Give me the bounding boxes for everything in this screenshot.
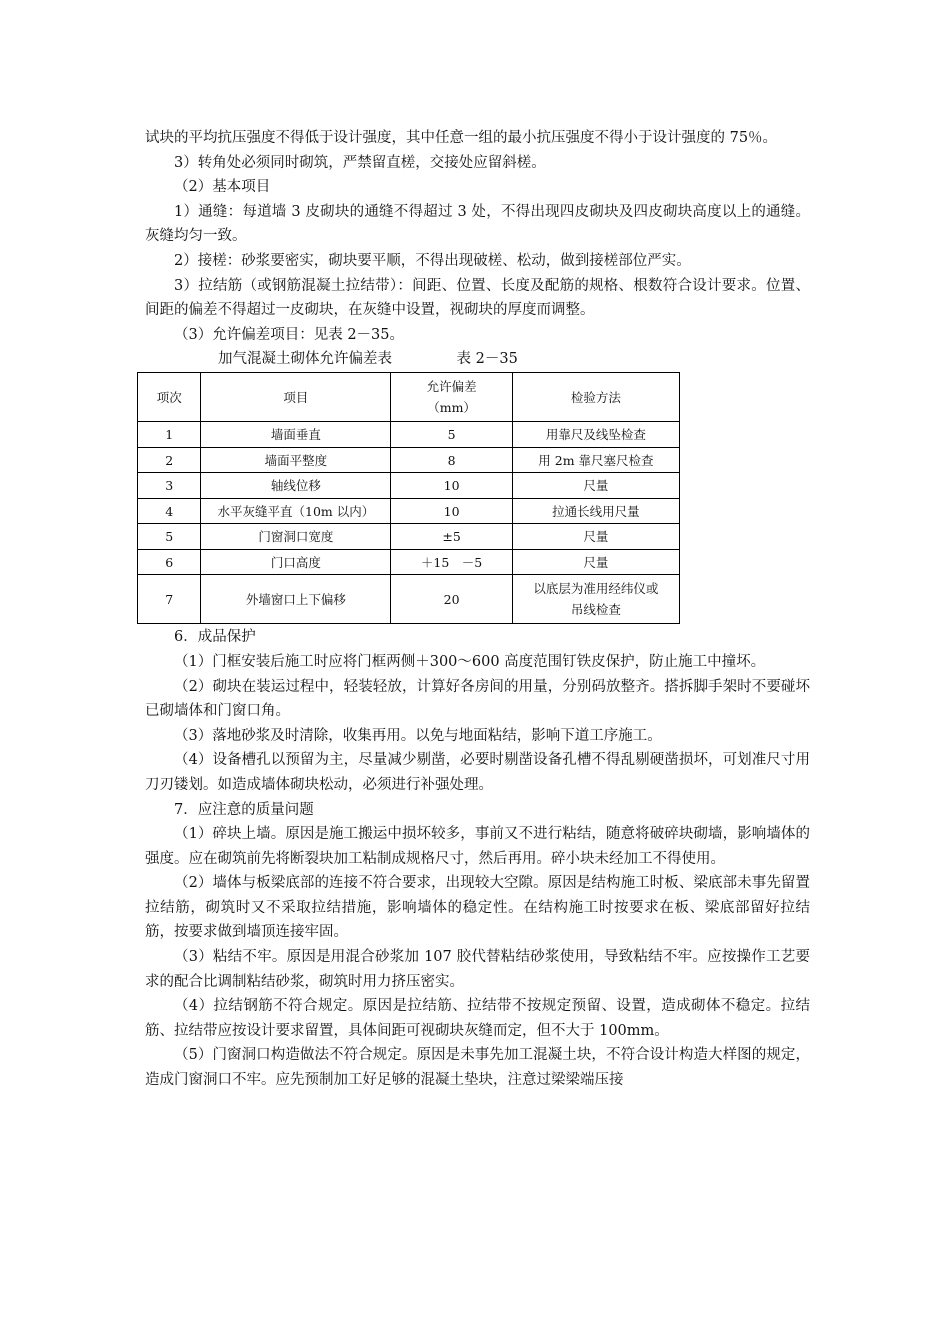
- header-cell: 项次: [138, 373, 201, 422]
- paragraph: 2）接槎：砂浆要密实，砌块要平顺，不得出现破槎、松动，做到接槎部位严实。: [174, 252, 691, 269]
- table-cell: 1: [138, 422, 201, 448]
- table-cell: 墙面平整度: [201, 447, 391, 473]
- section-heading: 7．应注意的质量问题: [174, 801, 314, 818]
- table-cell: ±5: [391, 524, 513, 550]
- table-cell: 尺量: [512, 524, 679, 550]
- table-row: [138, 498, 680, 524]
- table-row: [138, 473, 680, 499]
- table-cell: 8: [391, 447, 513, 473]
- table-cell: 用 2m 靠尺塞尺检查: [512, 447, 679, 473]
- table-caption-title: 加气混凝土砌体允许偏差表: [218, 351, 392, 368]
- paragraph: （3）落地砂浆及时清除，收集再用。以免与地面粘结，影响下道工序施工。: [174, 727, 662, 744]
- paragraph: （5）门窗洞口构造做法不符合规定。原因是未事先加工混凝土块，不符合设计构造大样图的规定，造成门窗洞口不牢。应先预制加工好足够的混凝土垫块，注意过梁梁端压接: [145, 1047, 810, 1089]
- table-cell: 5: [138, 524, 201, 550]
- paragraph: （4）设备槽孔以预留为主，尽量减少剔凿，必要时剔凿设备孔槽不得乱剔硬凿损坏，可划准尺寸用刀刃镂划。如造成墙体砌块松动，必须进行补强处理。: [145, 752, 810, 793]
- table-row: [138, 524, 680, 550]
- header-cell-line: 允许偏差: [426, 379, 477, 395]
- paragraph: （2）墙体与板梁底部的连接不符合要求，出现较大空隙。原因是结构施工时板、梁底部未事先留置拉结筋，砌筑时又不采取拉结措施，影响墙体的稳定性。在结构施工时按要求在板、梁底部留好拉结筋，按要求做到墙顶连接牢固。: [145, 875, 810, 941]
- table-cell: 7: [138, 575, 201, 624]
- table-cell: 外墙窗口上下偏移: [201, 575, 391, 624]
- paragraph: （4）拉结钢筋不符合规定。原因是拉结筋、拉结带不按规定预留、设置，造成砌体不稳定。拉结筋、拉结带应按设计要求留置，具体间距可视砌块灰缝而定，但不大于 100mm。: [145, 998, 810, 1039]
- paragraph: （3）允许偏差项目：见表 2－35。: [174, 326, 405, 343]
- table-cell: 3: [138, 473, 201, 499]
- header-cell-line: （mm）: [427, 400, 476, 416]
- table-row: [138, 447, 680, 473]
- table-cell: 20: [391, 575, 513, 624]
- table-cell: 2: [138, 447, 201, 473]
- table-cell: 水平灰缝平直（10m 以内）: [201, 498, 391, 524]
- header-cell: 检验方法: [512, 373, 679, 422]
- table-cell: 轴线位移: [201, 473, 391, 499]
- table-cell-line: 吊线检查: [570, 602, 621, 618]
- table-row: [138, 549, 680, 575]
- table-cell-line: 以底层为准用经纬仪或: [533, 581, 659, 597]
- section-heading: （2）基本项目: [174, 179, 271, 196]
- table-cell: [512, 575, 679, 624]
- table-cell: 墙面垂直: [201, 422, 391, 448]
- paragraph: 试块的平均抗压强度不得低于设计强度，其中任意一组的最小抗压强度不得小于设计强度的 75％。: [145, 130, 778, 146]
- paragraph: 1）通缝：每道墙 3 皮砌块的通缝不得超过 3 处，不得出现四皮砌块及四皮砌块高度以上的通缝。灰缝均匀一致。: [145, 203, 810, 245]
- table-cell: 尺量: [512, 549, 679, 575]
- header-cell: 项目: [201, 373, 391, 422]
- table-cell: 5: [391, 422, 513, 448]
- table-cell: 用靠尺及线坠检查: [512, 422, 679, 448]
- table-cell: 4: [138, 498, 201, 524]
- table-cell: 拉通长线用尺量: [512, 498, 679, 524]
- table-row: [138, 575, 680, 624]
- paragraph: （1）碎块上墙。原因是施工搬运中损坏较多，事前又不进行粘结，随意将破碎块砌墙，影响墙体的强度。应在砌筑前先将断裂块加工粘制成规格尺寸，然后再用。碎小块未经加工不得使用。: [145, 826, 810, 867]
- paragraph: （3）粘结不牢。原因是用混合砂浆加 107 胶代替粘结砂浆使用，导致粘结不牢。应按操作工艺要求的配合比调制粘结砂浆，砌筑时用力挤压密实。: [145, 949, 810, 990]
- paragraph: （1）门框安装后施工时应将门框两侧＋300～600 高度范围钉铁皮保护，防止施工中撞坏。: [174, 653, 766, 670]
- paragraph: 3）转角处必须同时砌筑，严禁留直槎，交接处应留斜槎。: [174, 154, 546, 171]
- table-cell: 门窗洞口宽度: [201, 524, 391, 550]
- table-cell: 10: [391, 498, 513, 524]
- section-heading: 6．成品保护: [174, 629, 256, 646]
- table-cell: 6: [138, 549, 201, 575]
- tolerance-table: [137, 372, 680, 624]
- table-cell: 尺量: [512, 473, 679, 499]
- document-page: [145, 126, 810, 1093]
- header-cell: [391, 373, 513, 422]
- table-caption-number: 表 2－35: [456, 351, 518, 368]
- table-cell: ＋15 －5: [391, 549, 513, 575]
- table-row: [138, 422, 680, 448]
- table-header-row: [138, 373, 680, 422]
- table-caption: [145, 347, 810, 371]
- table-cell: 10: [391, 473, 513, 499]
- table-cell: 门口高度: [201, 549, 391, 575]
- paragraph: （2）砌块在装运过程中，轻装轻放，计算好各房间的用量，分别码放整齐。搭拆脚手架时不要碰坏已砌墙体和门窗口角。: [145, 678, 810, 720]
- paragraph: 3）拉结筋（或钢筋混凝土拉结带）：间距、位置、长度及配筋的规格、根数符合设计要求。位置、间距的偏差不得超过一皮砌块，在灰缝中设置，视砌块的厚度而调整。: [145, 277, 810, 319]
